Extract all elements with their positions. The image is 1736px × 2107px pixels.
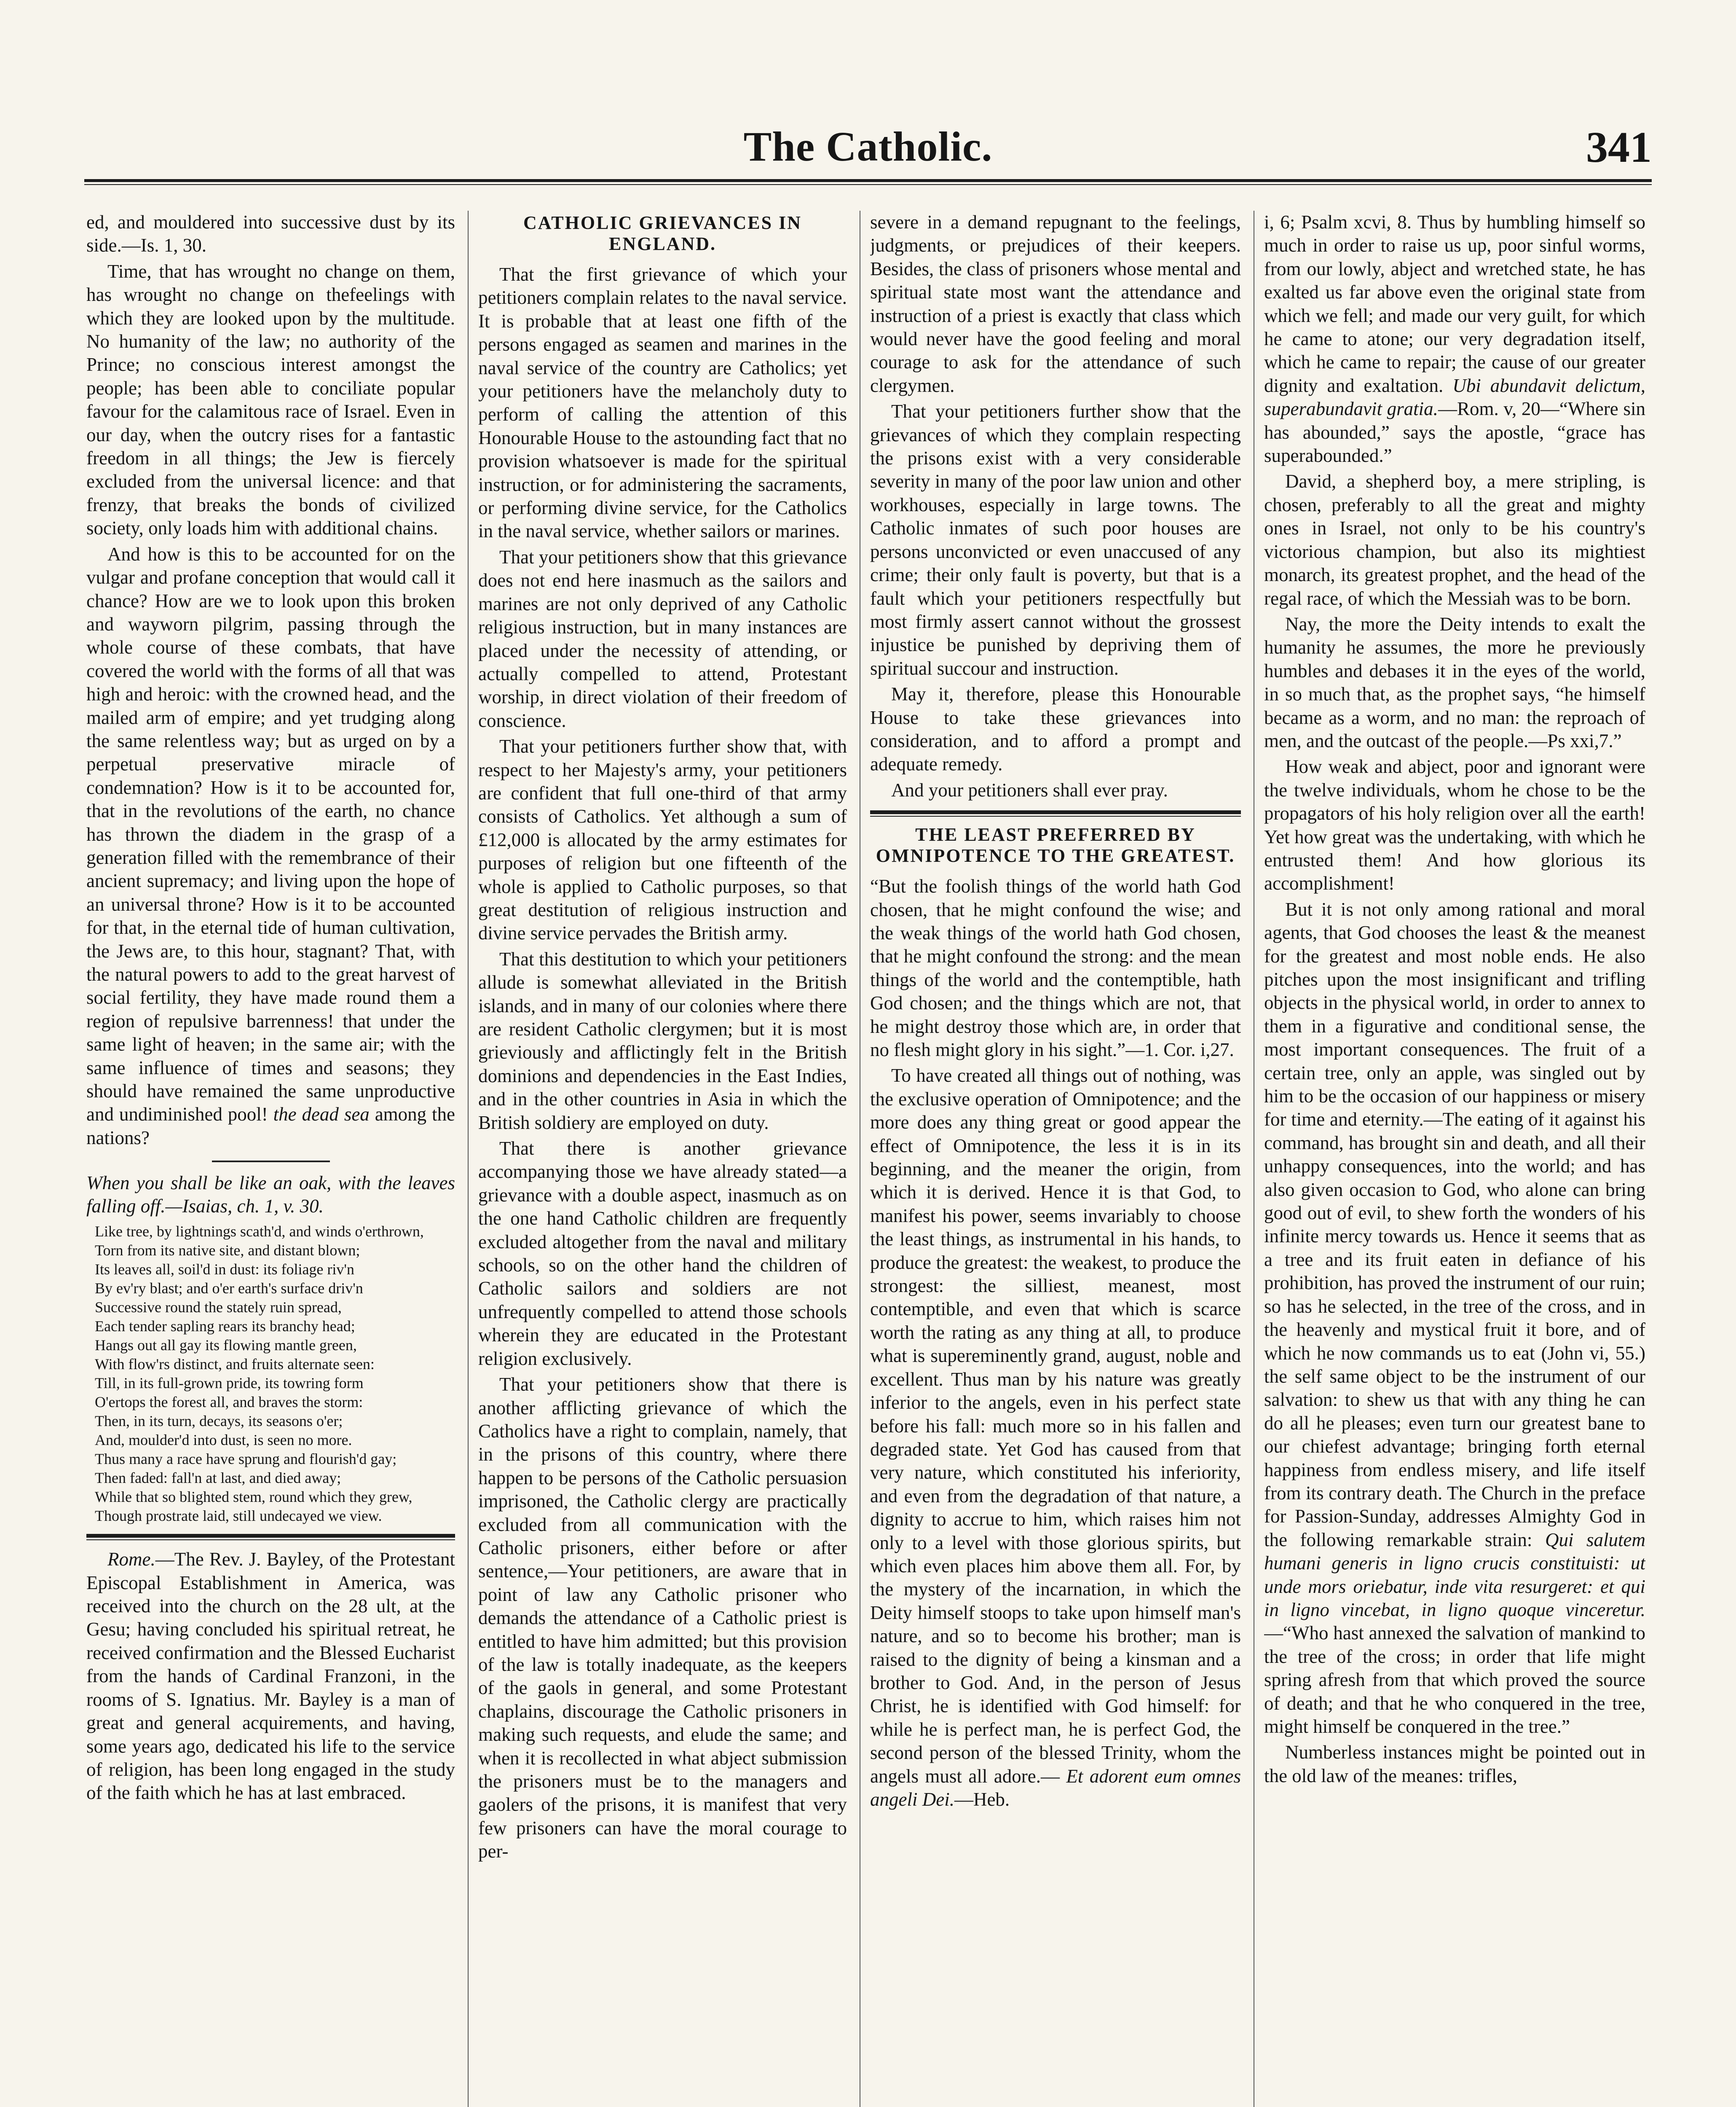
verse-line: O'ertops the forest all, and braves the storm:: [95, 1394, 363, 1411]
column-3: [870, 211, 1241, 2107]
paragraph: ed, and mouldered into successive dust by its side.—Is. 1, 30.: [86, 212, 455, 256]
paragraph: Numberless instances might be pointed out in the old law of the meanes: trifles,: [1264, 1742, 1645, 1786]
emphasis: the dead sea: [273, 1104, 370, 1125]
column-2: [478, 211, 847, 2107]
paragraph: That your petitioners show that this grievance does not end here inasmuch as the sailors and marines are not only deprived of any Catholic religious instruction, but in many instances are placed under the necessity of attending, or actually compelled to attend, Protestant worship, in direct violation of their freedom of conscience.: [478, 546, 847, 731]
paragraph: That your petitioners further show that the grievances of which they complain respecting the prisons exist with a very considerable severity in many of the poor law union and other workhouses, especially in large towns. The Catholic inmates of such poor houses are persons unconvicted or even unaccused of any crime; their only fault is poverty, but that is a fault which your petitioners respectfully but most firmly assert cannot without the grossest injustice be punished by depriving them of spiritual succour and instruction.: [870, 401, 1241, 679]
verse-line: With flow'rs distinct, and fruits alternate seen:: [95, 1356, 375, 1373]
news-item: Rome.—The Rev. J. Bayley, of the Protestant Episcopal Establishment in America, was received into the church on the 28 ult, at the Gesu; having concluded his spiritual retreat, he received confirmation and the Blessed Eucharist from the hands of Cardinal Franzoni, in the rooms of S. Ignatius. Mr. Bayley is a man of great and general acquirements, and having, some years ago, dedicated his life to the service of religion, has been long engaged in the study of the faith which he has at last embraced.: [86, 1549, 455, 1804]
column-divider: [468, 211, 469, 2107]
column-1: [86, 211, 455, 2107]
emphasis: Ubi abundavit delictum, superabundavit gratia.: [1264, 375, 1645, 420]
verse-line: Each tender sapling rears its branchy head;: [95, 1318, 355, 1335]
section-rule: [870, 810, 1241, 817]
dateline: Rome.: [107, 1549, 155, 1570]
section-rule: [86, 1534, 455, 1540]
paragraph: May it, therefore, please this Honourable House to take these grievances into consideration, and to afford a prompt and adequate remedy.: [870, 684, 1241, 775]
verse-line: Like tree, by lightnings scath'd, and winds o'erthrown,: [95, 1223, 424, 1240]
verse-line: Then faded: fall'n at last, and died away;: [95, 1469, 341, 1487]
verse-line: Torn from its native site, and distant blown;: [95, 1242, 360, 1259]
paragraph: That the first grievance of which your petitioners complain relates to the naval service. It is probable that at least one fifth of the persons engaged as seamen and marines in the naval service of the country are Catholics; yet your petitioners have the melancholy duty to perform of calling the attention of this Honourable House to the astounding fact that no provision whatsoever is made for the spiritual instruction, or for administering the sacraments, or performing divine service, for the Catholics in the naval service, whether sailors or marines.: [478, 264, 847, 542]
paragraph: David, a shepherd boy, a mere stripling, is chosen, preferably to all the great and mighty ones in Israel, not only to be his country's victorious champion, but also its mightiest monarch, its greatest prophet, and the head of the regal race, of which the Messiah was to be born.: [1264, 471, 1645, 609]
column-4: [1264, 211, 1645, 2107]
verse-line: Thus many a race have sprung and flourish'd gay;: [95, 1450, 397, 1468]
section-rule: [212, 1161, 330, 1162]
paragraph: How weak and abject, poor and ignorant were the twelve individuals, whom he chose to be the propagators of his holy religion over all the earth! Yet how great was the undertaking, with which he entrusted them! And how glorious its accomplishment!: [1264, 756, 1645, 894]
emphasis: Et adorent eum omnes angeli Dei.: [870, 1765, 1241, 1810]
verse-line: Successive round the stately ruin spread,: [95, 1299, 342, 1316]
paragraph: Nay, the more the Deity intends to exalt the humanity he assumes, the more he previously humbles and debases it in the eyes of the world, in so much that, as the prophet says, “he himself became as a worm, and no man: the reproach of men, and the outcast of the people.—Ps xxi,7.”: [1264, 613, 1645, 751]
verse-line: Hangs out all gay its flowing mantle green,: [95, 1337, 357, 1354]
paragraph: That your petitioners further show that, with respect to her Majesty's army, your petitioners are confident that full one-third of that army consists of Catholics. Yet although a sum of £12,000 is allocated by the army estimates for purposes of religion but one fifteenth of the whole is applied to Catholic purposes, so that great destitution of religious instruction and divine service pervades the British army.: [478, 736, 847, 944]
page-title: The Catholic.: [743, 123, 993, 170]
emphasis: Qui salutem humani generis in ligno crucis constituisti: ut unde mors oriebatur, inde vita resurgeret: et qui in ligno vincebat, in ligno quoque vinceretur.: [1264, 1529, 1645, 1620]
paragraph: Time, that has wrought no change on them, has wrought no change on thefeelings with which they are looked upon by the multitude. No humanity of the law; no authority of the Prince; no conscious interest amongst the people; has been able to conciliate popular favour for the calamitous race of Israel. Even in our day, when the outcry rises for a fantastic freedom in all things; the Jew is fiercely excluded from the universal licence: and that frenzy, that breaks the bonds of civilized society, only loads him with additional chains.: [86, 260, 455, 539]
paragraph: That there is another grievance accompanying those we have already stated—a grievance with a double aspect, inasmuch as on the one hand Catholic children are frequently excluded altogether from the naval and military schools, so on the other hand the children of Catholic sailors and soldiers are not unfrequently compelled to attend those schools wherein they are educated in the Protestant religion exclusively.: [478, 1138, 847, 1369]
verse-line: While that so blighted stem, round which they grew,: [95, 1488, 413, 1506]
page-number: 341: [1586, 123, 1652, 172]
verse-line: And, moulder'd into dust, is seen no more.: [95, 1431, 352, 1449]
paragraph: i, 6; Psalm xcvi, 8. Thus by humbling himself so much in order to raise us up, poor sinful worms, from our lowly, abject and wretched state, he has exalted us far above even the original state from which we fell; and made our very guilt, for which he came to atone; our very degradation itself, which he came to repair; the cause of our greater dignity and exaltation. Ubi abundavit delictum, superabundavit gratia.—Rom. v, 20—“Where sin has abounded,” says the apostle, “grace has superabounded.”: [1264, 212, 1645, 466]
verse-line: By ev'ry blast; and o'er earth's surface driv'n: [95, 1280, 363, 1297]
article-heading: CATHOLIC GRIEVANCES IN ENGLAND.: [523, 212, 802, 254]
verse-line: Till, in its full-grown pride, its towring form: [95, 1375, 364, 1392]
header-rule: [84, 179, 1652, 185]
verse-line: Though prostrate laid, still undecayed we view.: [95, 1507, 382, 1525]
epigraph: When you shall be like an oak, with the leaves falling off.—Isaias, ch. 1, v. 30.: [86, 1172, 455, 1217]
verse-line: Its leaves all, soil'd in dust: its foliage riv'n: [95, 1261, 354, 1278]
scripture-quote: “But the foolish things of the world hath God chosen, that he might confound the wise; and the weak things of the world hath God chosen, that he might confound the strong: and the mean things of the world and the contemptible, hath God chosen; and the things which are not, that he might destroy those which are, in order that no flesh might glory in his sight.”—1. Cor. i,27.: [870, 876, 1241, 1060]
paragraph: To have created all things out of nothing, was the exclusive operation of Omnipotence; and the more does any thing great or good appear the effect of Omnipotence, the less it is in its beginning, and the meaner the origin, from which it is derived. Hence it is that God, to manifest his power, seems invariably to choose the least things, as instrumental in his hands, to produce the greatest: the weakest, to produce the strongest: the silliest, meanest, most contemptible, and even that which is scarce worth the rating as any thing at all, to produce what is supereminently grand, august, noble and excellent. Thus man by his nature was greatly inferior to the angels, even in his perfect state before his fall: much more so in his fallen and degraded state. Yet God has caused from that very nature, which constituted his inferiority, and even from the degradation of that nature, a dignity to accrue to him, which raises him not only to a level with those glorious spirits, but which even places him above them all. For, by the mystery of the incarnation, in which the Deity himself stoops to take upon himself man's nature, and so to become his brother; man is raised to the dignity of being a kinsman and a brother to God. And, in the person of Jesus Christ, he is identified with God himself: for while he is perfect man, he is perfect God, the second person of the blessed Trinity, whom the angels must all adore.— Et adorent eum omnes angeli Dei.—Heb.: [870, 1065, 1241, 1810]
verse-line: Then, in its turn, decays, its seasons o'er;: [95, 1413, 343, 1430]
paragraph: That your petitioners show that there is another afflicting grievance of which the Catholics have a right to complain, namely, that in the prisons of this country, where there happen to be persons of the Catholic persuasion imprisoned, the Catholic clergy are practically excluded from all communication with the Catholic prisoners, either before or after sentence,—Your petitioners, are aware that in point of law any Catholic prisoner who demands the attendance of a Catholic priest is entitled to have him admitted; but this provision of the law is totally inadequate, as the keepers of the gaols in general, and some Protestant chaplains, discourage the Catholic prisoners in making such requests, and elude the same; and when it is recollected in what abject submission the prisoners must be to the managers and gaolers of the prisons, it is manifest that very few prisoners can have the moral courage to per-: [478, 1374, 847, 1862]
paragraph: But it is not only among rational and moral agents, that God chooses the least & the meanest for the greatest and most noble ends. He also pitches upon the most insignificant and trifling objects in the physical world, in order to annex to them in a figurative and conditional sense, the most important consequences. The fruit of a certain tree, only an apple, was singled out by him to be the occasion of our happiness or misery for time and eternity.—The eating of it against his command, has brought sin and death, and all their unhappy consequences, into the world; and has also given occasion to God, who alone can bring good out of evil, to shew forth the wonders of his infinite mercy towards us. Hence it seems that as a tree and its fruit eaten in defiance of his prohibition, has proved the instrument of our ruin; so has he selected, in the tree of the cross, and in the heavenly and mystical fruit it bore, and of which he now commands us to eat (John vi, 55.) the self same object to be the instrument of our salvation: to shew us that with any thing he can do all he pleases; even turn our greatest bane to our chiefest advantage; bringing forth eternal happiness from endless misery, and life itself from its contrary death. The Church in the preface for Passion-Sunday, addresses Almighty God in the following remarkable strain: Qui salutem humani generis in ligno crucis constituisti: ut unde mors oriebatur, inde vita resurgeret: et qui in ligno vincebat, in ligno quoque vinceretur.—“Who hast annexed the salvation of mankind to the tree of the cross; in order that life might spring afresh from that which proved the source of death; and that he who conquered in the tree, might himself be conquered in the tree.”: [1264, 898, 1645, 1737]
paragraph: That this destitution to which your petitioners allude is somewhat alleviated in the British islands, and in many of our colonies where there are resident Catholic clergymen; but it is most grieviously and afflictingly felt in the British dominions and dependencies in the East Indies, and in the other countries in Asia in which the British soldiery are employed on duty.: [478, 948, 847, 1133]
paragraph: And how is this to be accounted for on the vulgar and profane conception that would call it chance? How are we to look upon this broken and wayworn pilgrim, passing through the whole course of these combats, that have covered the world with the forms of all that was high and heroic: with the crowned head, and the mailed arm of empire; and yet trudging along the same relentless way; but as urged on by a perpetual preservative miracle of condemnation? How is it to be accounted for, that in the revolutions of the earth, no chance has thrown the diadem in the grasp of a generation filled with the remembrance of their ancient supremacy; and living upon the hope of an universal throne? How is it to be accounted for that, in the eternal tide of human cultivation, the Jews are, to this hour, stagnant? That, with the natural powers to add to the great harvest of social fertility, they have made round them a region of repulsive barrenness! that under the same light of heaven; in the same air; with the same influence of times and seasons; they should have remained the same unproductive and undiminished pool! the dead sea among the nations?: [86, 543, 455, 1148]
paragraph: And your petitioners shall ever pray.: [891, 779, 1168, 801]
article-heading: THE LEAST PREFERRED BY OMNIPOTENCE TO THE GREATEST.: [876, 824, 1235, 866]
masthead: [84, 122, 1652, 185]
poem: [86, 1222, 455, 1525]
paragraph: severe in a demand repugnant to the feelings, judgments, or prejudices of their keepers. Besides, the class of prisoners whose mental and spiritual state most want the attendance and instruction of a priest is exactly that class which would never have the good feeling and moral courage to ask for the attendance of such clergymen.: [870, 212, 1241, 396]
